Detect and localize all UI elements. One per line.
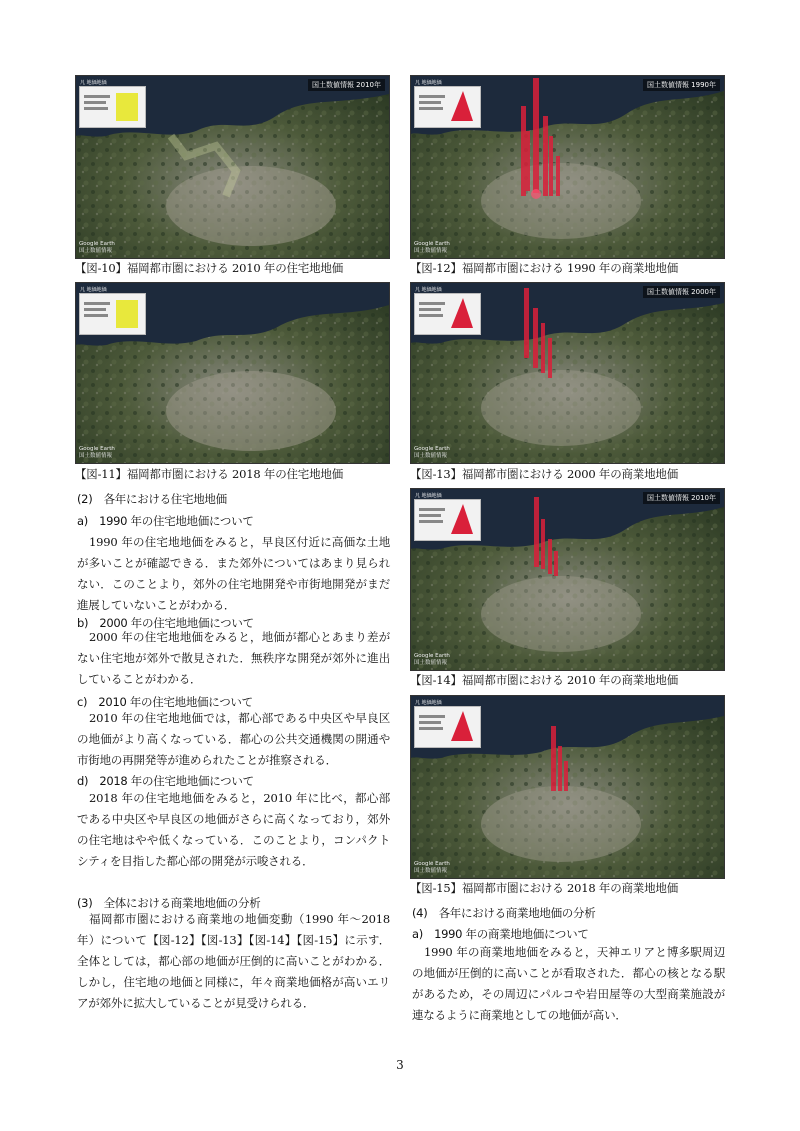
subsection-c-text: 2010 年の住宅地地価では，都心部である中央区や早良区の地価がより高くなっている．都心の公共交通機関の開通や市街地の再開発等が進められたことが推察される． xyxy=(77,711,390,767)
subsection-d-text: 2018 年の住宅地地価をみると，2010 年に比べ，都心部である中央区や早良区の地価がさらに高くなっており，郊外の住宅地はやや低くなっている．このことより，コンパクトシティを目指した都心部の開発が示唆される． xyxy=(77,791,390,868)
map-credit: Google Earth 国土数値情報 xyxy=(414,446,450,459)
section-4-heading: (4) 各年における商業地地価の分析 xyxy=(412,906,596,920)
section-3-text: 福岡都市圏における商業地の地価変動（1990 年～2018 年）について【図-12】【図-13】【図-14】【図-15】に示す．全体としては，都心部の地価が圧倒的に高いことがわかる．しかし，住宅地の地価と同様に，年々商業地価格が高いエリアが郊外に拡大していることが見受けられる． xyxy=(77,912,390,1010)
subsection-a-text: 1990 年の住宅地地価をみると，早良区付近に高価な土地が多いことが確認できる．また郊外についてはあまり見られない．このことより，郊外の住宅地開発や市街地開発がまだ進展していないことがわかる． xyxy=(77,535,390,612)
map-credit: Google Earth 国土数値情報 xyxy=(79,241,115,254)
subsection-4a-heading: a) 1990 年の商業地地価について xyxy=(412,927,589,941)
figure-12-caption: 【図-12】福岡都市圏における 1990 年の商業地地価 xyxy=(410,261,678,275)
figure-15-map xyxy=(410,695,725,879)
map-legend: 凡 地価地価 xyxy=(414,706,481,748)
figure-10-map xyxy=(75,75,390,259)
map-legend: 凡 地価地価 xyxy=(414,499,481,541)
map-stamp: 国土数値情報 2010年 xyxy=(643,492,720,504)
subsection-c-heading: c) 2010 年の住宅地地価について xyxy=(77,695,253,709)
page-number: 3 xyxy=(396,1058,404,1072)
subsection-d-heading: d) 2018 年の住宅地地価について xyxy=(77,774,254,788)
map-stamp: 国土数値情報 2010年 xyxy=(308,79,385,91)
figure-14-map xyxy=(410,488,725,671)
section-3-heading: (3) 全体における商業地地価の分析 xyxy=(77,896,261,910)
figure-12-map xyxy=(410,75,725,259)
map-credit: Google Earth 国土数値情報 xyxy=(414,653,450,666)
map-stamp: 国土数値情報 1990年 xyxy=(643,79,720,91)
map-legend: 凡 地価地価 xyxy=(79,86,146,128)
figure-10-caption: 【図-10】福岡都市圏における 2010 年の住宅地地価 xyxy=(75,261,343,275)
figure-13-caption: 【図-13】福岡都市圏における 2000 年の商業地地価 xyxy=(410,467,678,481)
map-legend: 凡 地価地価 xyxy=(414,293,481,335)
map-credit: Google Earth 国土数値情報 xyxy=(414,861,450,874)
subsection-4a-text: 1990 年の商業地地価をみると，天神エリアと博多駅周辺の地価が圧倒的に高いことが看取された．都心の核となる駅があるため，その周辺にパルコや岩田屋等の大型商業施設が連なるように商業地としての地価が高い． xyxy=(412,945,725,1022)
map-legend: 凡 地価地価 xyxy=(79,293,146,335)
figure-11-map xyxy=(75,282,390,464)
subsection-b-heading: b) 2000 年の住宅地地価について xyxy=(77,616,254,630)
subsection-b-text: 2000 年の住宅地地価をみると，地価が都心とあまり差がない住宅地が郊外で散見された．無秩序な開発が郊外に進出していることがわかる． xyxy=(77,630,390,686)
map-credit: Google Earth 国土数値情報 xyxy=(414,241,450,254)
figure-14-caption: 【図-14】福岡都市圏における 2010 年の商業地地価 xyxy=(410,673,678,687)
figure-15-caption: 【図-15】福岡都市圏における 2018 年の商業地地価 xyxy=(410,881,678,895)
figure-13-map xyxy=(410,282,725,464)
map-legend: 凡 地価地価 xyxy=(414,86,481,128)
map-stamp: 国土数値情報 2000年 xyxy=(643,286,720,298)
figure-11-caption: 【図-11】福岡都市圏における 2018 年の住宅地地価 xyxy=(75,467,343,481)
map-credit: Google Earth 国土数値情報 xyxy=(79,446,115,459)
section-2-heading: (2) 各年における住宅地地価 xyxy=(77,492,227,506)
subsection-a-heading: a) 1990 年の住宅地地価について xyxy=(77,514,254,528)
